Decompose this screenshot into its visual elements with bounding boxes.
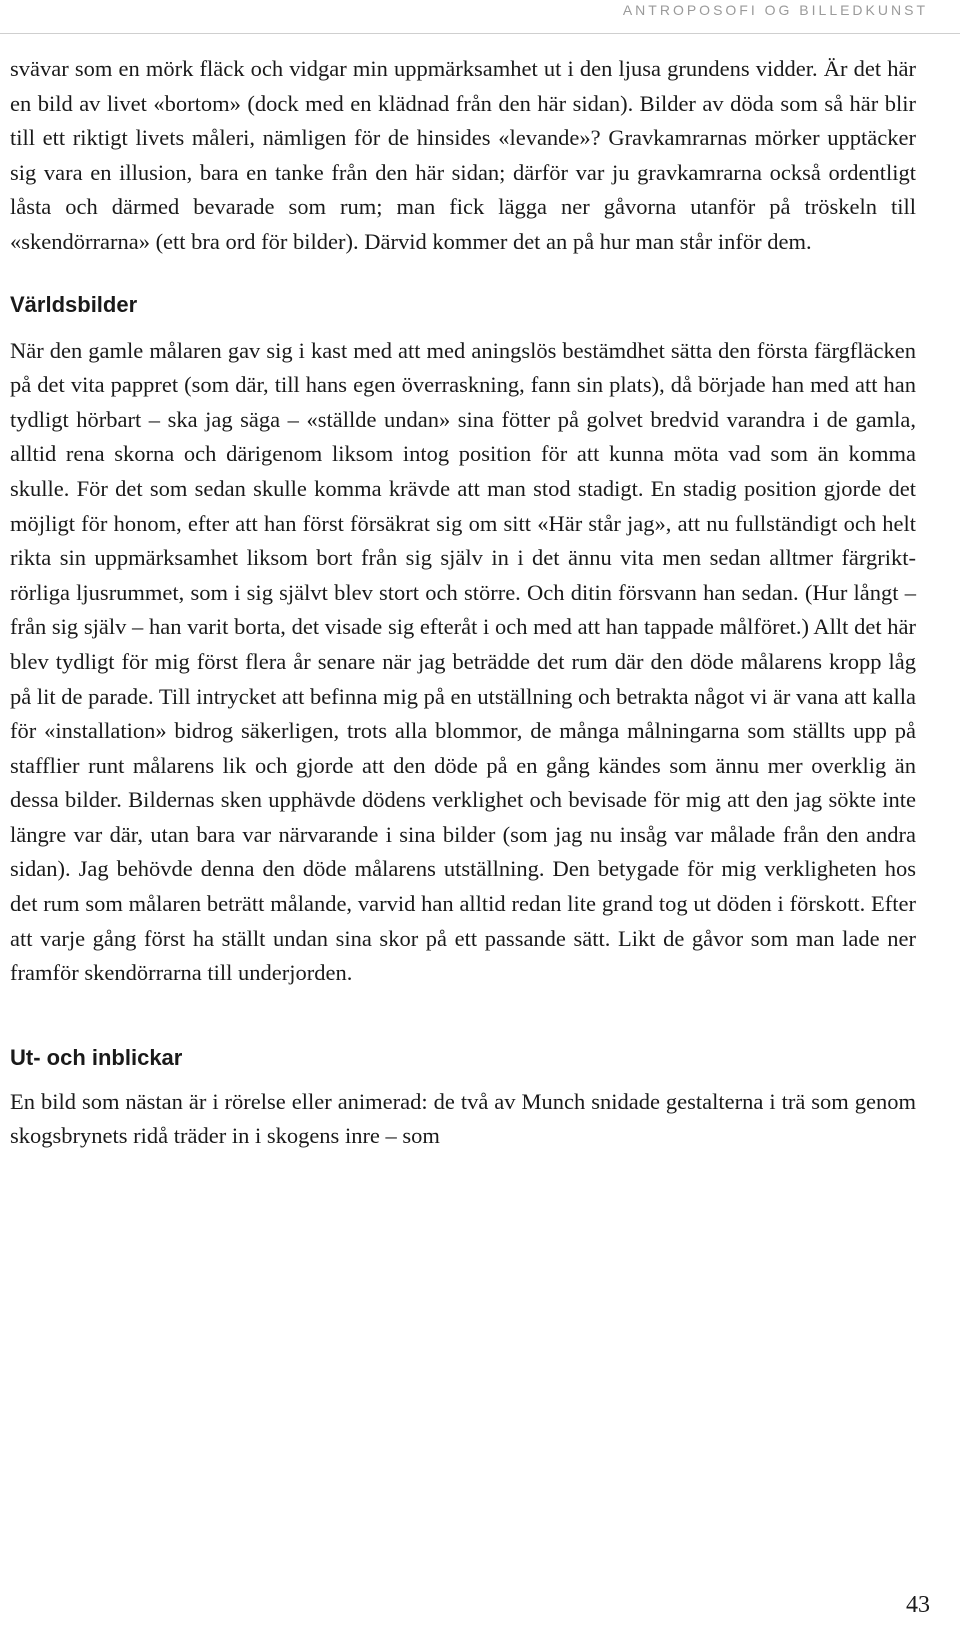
section-heading-varldsbilder: Världsbilder xyxy=(10,291,138,317)
page-content xyxy=(10,52,916,1154)
page-number: 43 xyxy=(906,1592,930,1618)
paragraph: svävar som en mörk fläck och vidgar min uppmärksamhet ut i den ljusa grundens vidder. Är det här en bild av livet «bortom» (dock med en klädnad från den här sidan). Bilder av döda som så här blir till ett riktigt livets måleri, nämligen för de hinsides «levande»? Gravkamrarnas mörker upptäcker sig vara en illusion, bara en tanke från den här sidan; därför var ju gravkamrarna också ordentligt låsta och därmed bevarade som rum; man fick lägga ner gåvorna utanför på tröskeln till «skendörrarna» (ett bra ord för bilder). Därvid kommer det an på hur man står inför dem. xyxy=(10,56,916,254)
header-divider xyxy=(0,33,960,34)
paragraph: En bild som nästan är i rörelse eller animerad: de två av Munch snidade gestalterna i trä som genom skogsbrynets ridå träder in i skogens inre – som xyxy=(10,1088,916,1149)
section-heading-ut-och-inblickar: Ut- och inblickar xyxy=(10,1044,183,1070)
paragraph: När den gamle målaren gav sig i kast med att med aningslös bestämdhet sätta den första färgfläcken på det vita pappret (som där, till hans egen överraskning, fann sin plats), då började han med att han tydligt hörbart – ska jag säga – «ställde undan» sina fötter på golvet bredvid varandra i de gamla, alltid rena skorna och därigenom liksom intog position för att kunna möta vad som än komma skulle. För det som sedan skulle komma krävde att man stod stadigt. En stadig position gjorde det möjligt för honom, efter att han först försäkrat sig om sitt «Här står jag», att nu fullständigt och helt rikta sin uppmärksamhet liksom bort från sig själv in i det ännu vita men sedan alltmer färgrikt-rörliga ljusrummet, som i sig självt blev stort och större. Och ditin försvann han sedan. (Hur långt – från sig själv – han varit borta, det visade sig efteråt i och med att han tappade målföret.) Allt det här blev tydligt för mig först flera år senare när jag beträdde det rum där den döde målarens kropp låg på lit de parade. Till intrycket att befinna mig på en utställning och betrakta något vi är vana att kalla för «installation» bidrog säkerligen, trots alla blommor, de många målningarna som ställts upp på stafflier runt målarens lik och gjorde att den döde på en gång kändes som ännu mer overklig än dessa bilder. Bildernas sken upphävde dödens verklighet och bevisade för mig att den jag sökte inte längre var där, utan bara var närvarande i sina bilder (som jag nu insåg var målade från den andra sidan). Jag behövde denna den döde målarens utställning. Den betygade för mig verkligheten hos det rum som målaren beträtt målande, varvid han alltid redan lite grand tog ut döden i förskott. Efter att varje gång först ha ställt undan sina skor på ett passande sätt. Likt de gåvor som man lade ner framför skendörrarna till underjorden. xyxy=(10,337,916,986)
running-header: ANTROPOSOFI OG BILLEDKUNST xyxy=(622,2,928,18)
